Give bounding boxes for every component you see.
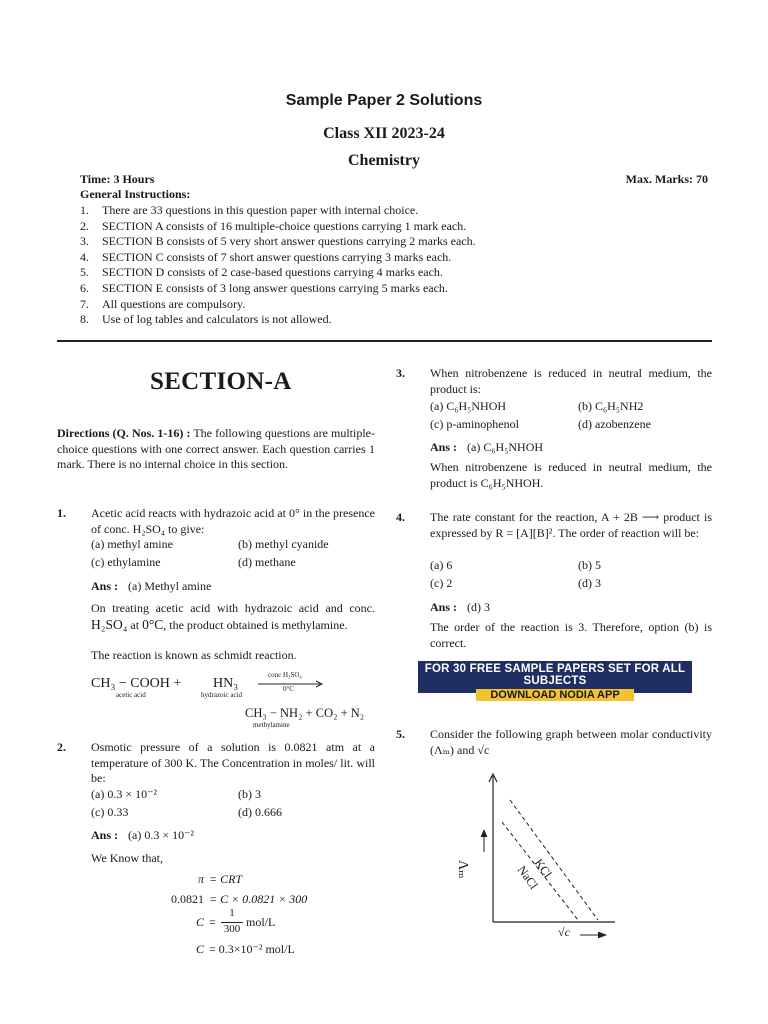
option-d: (d) 3: [578, 576, 601, 590]
option-c: (c) 2: [430, 576, 453, 590]
instruction-item: 7. All questions are compulsory.: [80, 296, 246, 311]
option-b: (b) 5: [578, 558, 601, 572]
answer: Ans : (a) 0.3 × 10⁻²: [91, 828, 195, 842]
question-options: [430, 398, 712, 434]
question-options: [91, 786, 375, 822]
class-line: Class XII 2023-24: [323, 125, 445, 142]
question-text: Consider the following graph between molar conductivity (Λₘ) and √c: [430, 727, 712, 757]
equation-rhs: = CRT: [209, 872, 243, 886]
label-methylamine: methylamine: [253, 721, 290, 729]
instruction-item: 3. SECTION B consists of 5 very short answer questions carrying 2 marks each.: [80, 234, 476, 249]
instruction-item: 4. SECTION C consists of 7 short answer questions carrying 3 marks each.: [80, 249, 452, 264]
section-title: SECTION-A: [150, 368, 292, 395]
option-d: (d) azobenzene: [578, 417, 651, 431]
question-text: The rate constant for the reaction, A + 2B ⟶ product is expressed by R = [A][B]². The order of reaction will be:: [430, 510, 712, 540]
header-divider: [57, 340, 712, 342]
instruction-item: 8. Use of log tables and calculators is not allowed.: [80, 312, 332, 327]
paper-title: Sample Paper 2 Solutions: [285, 92, 483, 109]
option-c: (c) 0.33: [91, 805, 129, 819]
explanation: We Know that,: [91, 851, 164, 865]
question-options: [91, 536, 375, 572]
explanation-reaction-name: The reaction is known as schmidt reaction.: [91, 648, 297, 662]
option-c: (c) p-aminophenol: [430, 417, 519, 431]
question-number: 2.: [57, 740, 66, 754]
instructions-list: [80, 203, 476, 328]
y-axis-label: Λₘ: [455, 860, 470, 879]
option-b: (b) methyl cyanide: [238, 537, 329, 551]
question-number: 3.: [396, 366, 405, 380]
option-d: (d) methane: [238, 555, 296, 569]
kcl-label: KCl: [531, 856, 555, 881]
option-c: (c) ethylamine: [91, 555, 161, 569]
general-instructions-label: General Instructions:: [80, 187, 191, 201]
question-number: 1.: [57, 506, 66, 520]
equation-lhs: C: [195, 942, 204, 956]
max-marks-label: Max. Marks: 70: [625, 172, 708, 186]
explanation: When nitrobenzene is reduced in neutral medium, the product is C₆H₅NHOH.: [430, 460, 712, 490]
answer: Ans : (d) 3: [430, 600, 491, 614]
option-b: (b) C₆H₅NH2: [578, 399, 644, 413]
fraction-denominator: 300: [223, 923, 241, 935]
answer: Ans : (a) Methyl amine: [91, 579, 212, 593]
explanation: The order of the reaction is 3. Therefore, option (b) is correct.: [430, 620, 712, 650]
label-acetic-acid: acetic acid: [116, 691, 146, 699]
equation-unit: mol/L: [246, 915, 276, 929]
option-d: (d) 0.666: [238, 805, 282, 819]
reaction-reactant-1: CH₃ − COOH +: [91, 676, 182, 691]
option-a: (a) 0.3 × 10⁻²: [91, 787, 158, 801]
x-axis-label: √c: [558, 925, 570, 939]
instruction-item: 1. There are 33 questions in this question paper with internal choice.: [80, 203, 419, 217]
instruction-item: 2. SECTION A consists of 16 multiple-choice questions carrying 1 mark each.: [80, 218, 467, 233]
label-hydrazoic-acid: hydrazoic acid: [201, 691, 243, 699]
equation-rhs: = 0.3×10⁻² mol/L: [209, 942, 295, 956]
explanation: On treating acetic acid with hydrazoic acid and conc. H₂SO₄ at 0°C, the product obtained is methylamine.: [91, 601, 375, 632]
section-directions: Directions (Q. Nos. 1-16) : The following questions are multiple-choice questions with one correct answer. Each question carries 1 mark. There is no internal choice in this section.: [57, 426, 376, 471]
fraction-numerator: 1: [229, 907, 235, 919]
subject-title: Chemistry: [348, 152, 420, 169]
question-text: Osmotic pressure of a solution is 0.0821 atm at a temperature of 300 K. The Concentration in moles/ lit. will be:: [91, 740, 375, 785]
option-a: (a) C₆H₅NHOH: [430, 399, 507, 413]
equation-lhs: π: [197, 872, 204, 886]
reaction-reactant-2: HN₃: [213, 676, 239, 691]
reaction-product: CH₃ − NH₂ + CO₂ + N₂: [245, 706, 365, 720]
equation-lhs: 0.0821: [171, 892, 204, 906]
promo-banner[interactable]: [418, 661, 692, 701]
download-app-button[interactable]: DOWNLOAD NODIA APP: [476, 689, 633, 701]
kcl-line: [510, 800, 598, 920]
time-label: Time: 3 Hours: [80, 172, 155, 186]
reaction-condition-bottom: 0°C: [283, 685, 294, 693]
promo-banner-text: FOR 30 FREE SAMPLE PAPERS SET FOR ALL SUBJECTS: [424, 663, 686, 687]
question-options: [430, 557, 712, 593]
question-number: 5.: [396, 727, 405, 741]
answer: Ans : (a) C₆H₅NHOH: [430, 440, 544, 454]
option-a: (a) methyl amine: [91, 537, 173, 551]
equation-lhs: C: [195, 915, 204, 929]
reaction-condition-top: conc H₂SO₄: [268, 671, 302, 679]
option-a: (a) 6: [430, 558, 453, 572]
option-b: (b) 3: [238, 787, 261, 801]
question-text: Acetic acid reacts with hydrazoic acid at 0° in the presence of conc. H₂SO₄ to give:: [91, 506, 375, 536]
instruction-item: 6. SECTION E consists of 3 long answer questions carrying 5 marks each.: [80, 280, 448, 295]
instruction-item: 5. SECTION D consists of 2 case-based questions carrying 4 marks each.: [80, 265, 443, 280]
question-number: 4.: [396, 510, 405, 524]
question-text: When nitrobenzene is reduced in neutral medium, the product is:: [430, 366, 712, 396]
nacl-label: NaCl: [514, 863, 541, 892]
equation-rhs: = C × 0.0821 × 300: [209, 892, 308, 906]
